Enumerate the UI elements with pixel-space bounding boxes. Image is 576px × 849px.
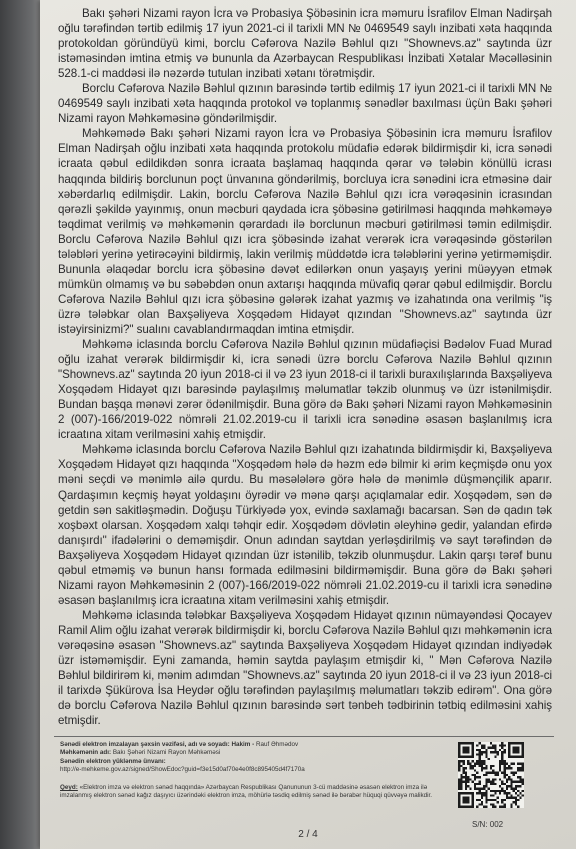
document-body <box>58 6 552 728</box>
paragraph-2: Borclu Cəfərova Nazilə Bəhlul qızının barəsində tərtib edilmiş 17 iyun 2021-ci il tarixli MN № 0469549 saylı inzibati xəta haqqında protokol və toplanmış sənədlər baxılması üçün Bakı şəhəri Nizami rayon Məhkəməsinə göndərilmişdir. <box>58 82 552 126</box>
footer-divider <box>54 736 554 737</box>
note-text: «Elektron imza və elektron sənəd haqqında» Azərbaycan Respublikası Qanununun 3-cü maddəsinə əsasən elektron imza ilə imzalanmış elektron sənəd kağız daşıyıcı üzərindəki elektron imza, möhürlə təsdiq edilmiş sənəd ilə bərabər hüquqi qüvvəyə malikdir. <box>60 784 433 800</box>
paragraph-6: Məhkəmə iclasında tələbkar Baxşəliyeva Xoşqədəm Hidayət qızının nümayəndəsi Qocayev Ramil Alim oğlu izahat verərək bildirmişdir ki, borclu Cəfərova Nazilə Bəhlul qızı məhkəmənin icra vərəqəsinə əsasən "Shownevs.az" saytında Baxşəliyeva Xoşqədəm Hidayət qızından indiyədək üzr istəməmişdir. Eyni zamanda, həmin saytda paylaşım etmişdir ki, " Mən Cəfərova Nazilə Bəhlul bildirirəm ki, mənim adımdan "Shownevs.az" saytında 20 iyun 2018-ci il və 23 iyun 2018-ci il tarixdə Şükürova İsa Heydər oğlu tərəfindən paylaşılmış məlumatları təkzib edirəm". Ona görə də borclu Cəfərova Nazilə Bəhlul qızının barəsində sərt tənbeh tədbirinin tətbiq edilməsini xahiş etmişdir. <box>58 608 552 728</box>
signer-line <box>60 741 460 749</box>
document-url-link[interactable]: http://e-mehkeme.gov.az/signed/ShowEdoc?guid=f3e15d0af70e4e0f8c895405d4f7170a <box>60 765 305 773</box>
qr-code-icon <box>458 742 524 808</box>
paragraph-4: Məhkəmə iclasında borclu Cəfərova Nazilə Bəhlul qızının müdafiəçisi Bədəlov Fuad Murad oğlu izahat verərək bildirmişdir ki, icra sənədi üzrə borclu Cəfərova Nazilə Bəhlul qızının "Shownevs.az" saytında 20 iyun 2018-ci il və 23 iyun 2018-ci il tarixli buraxılışlarında Baxşəliyeva Xoşqədəm Hidayət qızı barəsində paylaşılmış məlumatlar təkzib olunmuş və üzr istənilmişdir. Bundan başqa mənəvi zərər ödənilmişdir. Buna görə də Bakı şəhəri Nizami rayon Məhkəməsinin 2 (007)-166/2019-022 nömrəli 21.02.2019-cu il tarixli icra sənədinə əsasən başlanılmış icra icraatına xitam verilməsini xahiş etmişdir. <box>58 338 552 442</box>
court-name: Bakı Şəhəri Nizami Rayon Məhkəməsi <box>112 749 221 757</box>
note-line <box>60 784 460 801</box>
serial-number: S/N: 002 <box>472 820 504 829</box>
signer-name: Rauf Əhmədov <box>256 741 299 748</box>
court-label: Məhkəmənin adı: <box>60 749 113 757</box>
url-label: Sənədin elektron yüklənmə ünvanı: <box>60 757 166 765</box>
document-page <box>40 0 576 849</box>
signature-footer <box>60 741 460 801</box>
note-label: Qeyd: <box>60 784 78 792</box>
paragraph-3: Məhkəmədə Bakı şəhəri Nizami rayon İcra və Probasiya Şöbəsinin icra məmuru İsrafilov Elman Nadirşah oğlu inzibati xəta haqqında protokolu müdafiə edərək bildirmişdir ki, icra sənədi icraata qəbul edildikdən sonra icraata başlamaq haqqında qərar və tələbin könüllü icrası haqqında bildiriş borclunun poçt ünvanına göndərilmiş, borcluya icra sənədini icra etməsinə dair xəbərdarlıq edilmişdir. Lakin, borclu Cəfərova Nazilə Bəhlul qızı icra vərəqəsinin icrasından qərəzli şəkildə yayınmış, onun məcburi qaydada icra şöbəsinə gətirilməsi haqqında məhkəməyə təqdimat verilmiş və məhkəmənin qərardadı ilə borclunun məcburi gətirilməsi təmin edilmişdir. Borclu Cəfərova Nazilə Bəhlul qızı icra şöbəsində izahat verərək icra vərəqəsində göstərilən tələbləri yerinə yetirəcəyini bildirmiş, lakin verilmiş müddətdə icra tələblərini yerinə yetirməmişdir. Bununla əlaqədar borclu icra şöbəsinə dəvət edilərkən onun yaşayış yerini müəyyən etmək mümkün olmamış və bu səbəbdən onun axtarışı haqqında müvafiq qərar qəbul edilmişdir. Borclu Cəfərova Nazilə Bəhlul qızı icra şöbəsinə gələrək izahat yazmış və izahatında ona verilmiş "iş üzrə tələbkar olan Baxşəliyeva Xoşqədəm Hidayət qızından "Shownevs.az" saytında üzr istəyirsinizmi?" sualını cavablandırmaqdan imtina etmişdir. <box>58 127 552 336</box>
paragraph-5: Məhkəmə iclasında borclu Cəfərova Nazilə Bəhlul qızı izahatında bildirmişdir ki, Baxşəliyeva Xoşqədəm Hidayət qızı haqqında "Xoşqədəm hələ də həzm edə bilmir ki ərim keçmişdə onu yox məni seçdi və mənimlə ailə qurdu. Bu məsələlərə görə hələ də mənimlə düşmənçilik aparır. Qardaşımın keçmiş həyat yoldaşını öyrədir və mənə qarşı açıqlamalar edir. Xoşqədəm, sən də getdin sən sakitləşmədin. Doğuşu Türkiyədə yox, evində saxlamağı bacarsan. Sən də qadın tək xoşbəxt olarsan. Xoşqədəm xalqı təhqir edir. Xoşqədəm dövlətin əleyhinə gedir, yalandan efirdə danışırdı" ifadələrini o deməmişdir. Onun adından saytdan yerləşdirilmiş və sayt tərəfindən də Baxşəliyeva Xoşqədəm Hidayət qızından üzr istənilib, təkzib olunmuşdur. Lakin qarşı tərəf bunu qəbul etməmiş və bunun hansı formada edilməsini bildirməmişdir. Buna görə də Bakı şəhəri Nizami rayon Məhkəməsinin 2 (007)-166/2019-022 nömrəli 21.02.2019-cu il tarixli icra sənədinə əsasən başlanılmış icra icraatına xitam verilməsini xahiş etmişdir. <box>58 443 552 607</box>
paragraph-1: Bakı şəhəri Nizami rayon İcra və Probasiya Şöbəsinin icra məmuru İsrafilov Elman Nadirşah oğlu tərəfindən tərtib edilmiş 17 iyun 2021-ci il tarixli MN № 0469549 saylı inzibati xəta haqqında protokoldan göründüyü kimi, borclu Cəfərova Nazilə Bəhlul qızı "Shownevs.az" saytında üzr istəməsindən imtina etmiş və bununla da Azərbaycan Respublikası İnzibati Xətalar Məcəlləsinin 528.1-ci maddəsi ilə nəzərdə tutulan inzibati xətanı törətmişdir. <box>58 7 552 81</box>
signer-label: Sənədi elektron imzalayan şəxsin vəzifəsi, adı və soyadı: Hakim - <box>60 741 256 748</box>
court-line <box>60 749 460 757</box>
page-number: 2 / 4 <box>298 829 318 840</box>
